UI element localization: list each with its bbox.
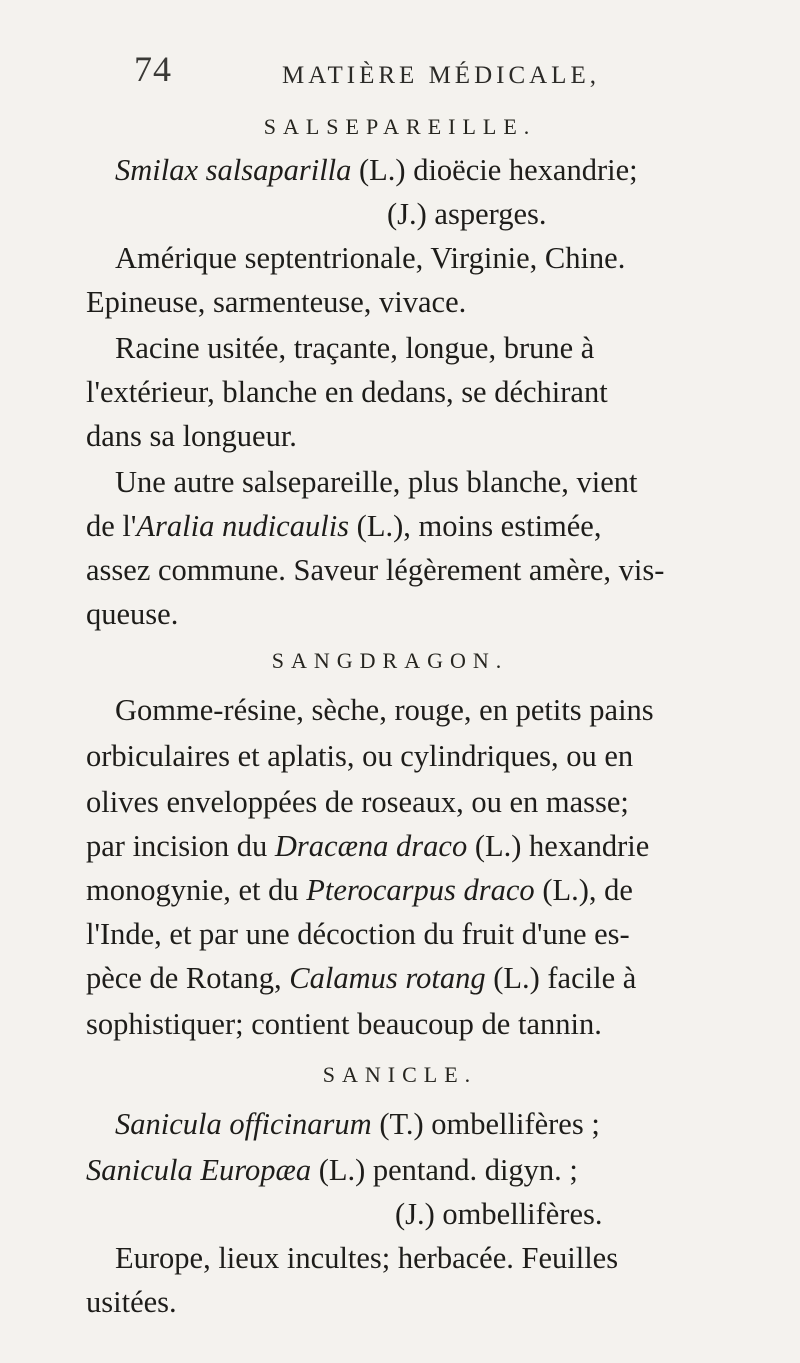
entry-line: l'extérieur, blanche en dedans, se déchirant bbox=[86, 375, 608, 409]
section-title-sanicle: SANICLE. bbox=[322, 1062, 478, 1087]
section-title-salsepareille: SALSEPAREILLE. bbox=[263, 114, 537, 139]
entry-line: dans sa longueur. bbox=[86, 419, 297, 453]
section-title-sangdragon: SANGDRAGON. bbox=[271, 648, 509, 673]
entry-line: assez commune. Saveur légèrement amère, vis- bbox=[86, 553, 665, 587]
entry-line: Racine usitée, traçante, longue, brune à bbox=[115, 331, 595, 365]
entry-line: monogynie, et du Pterocarpus draco (L.), de bbox=[86, 873, 633, 907]
entry-line: sophistiquer; contient beaucoup de tannin. bbox=[86, 1007, 602, 1041]
entry-line: pèce de Rotang, Calamus rotang (L.) facile à bbox=[86, 961, 637, 995]
page-header: MATIÈRE MÉDICALE, bbox=[282, 62, 600, 89]
running-head bbox=[134, 44, 754, 94]
entry-line: Une autre salsepareille, plus blanche, vient bbox=[115, 465, 638, 499]
latin-name: Calamus rotang bbox=[289, 961, 486, 995]
latin-name: Pterocarpus draco bbox=[306, 873, 535, 907]
latin-name: Smilax salsaparilla bbox=[115, 153, 352, 187]
latin-name: Aralia nudicaulis bbox=[136, 509, 350, 543]
latin-name: Dracæna draco bbox=[274, 829, 468, 863]
entry-line: Gomme-résine, sèche, rouge, en petits pains bbox=[115, 693, 654, 727]
entry-line: orbiculaires et aplatis, ou cylindriques, ou en bbox=[86, 739, 634, 773]
latin-name: Sanicula Europæa bbox=[86, 1153, 312, 1187]
entry-line: de l'Aralia nudicaulis (L.), moins estimée, bbox=[86, 509, 602, 543]
entry-line: l'Inde, et par une décoction du fruit d'une es- bbox=[86, 917, 630, 951]
entry-line: Europe, lieux incultes; herbacée. Feuilles bbox=[115, 1241, 619, 1275]
entry-line: Epineuse, sarmenteuse, vivace. bbox=[86, 285, 467, 319]
page-number: 74 bbox=[134, 49, 172, 89]
entry-line: usitées. bbox=[86, 1285, 177, 1319]
entry-line: Amérique septentrionale, Virginie, Chine. bbox=[115, 241, 626, 275]
entry-line: queuse. bbox=[86, 597, 179, 631]
latin-name: Sanicula officinarum bbox=[115, 1107, 372, 1141]
entry-line: Sanicula officinarum (T.) ombellifères ; bbox=[115, 1107, 600, 1141]
entry-line: Sanicula Europæa (L.) pentand. digyn. ; bbox=[86, 1153, 578, 1187]
entry-line: (J.) asperges. bbox=[387, 197, 547, 231]
entry-line: Smilax salsaparilla (L.) dioëcie hexandrie; bbox=[115, 153, 638, 187]
entry-line: olives enveloppées de roseaux, ou en masse; bbox=[86, 785, 629, 819]
entry-line: (J.) ombellifères. bbox=[395, 1197, 603, 1231]
entry-line: par incision du Dracæna draco (L.) hexandrie bbox=[86, 829, 650, 863]
